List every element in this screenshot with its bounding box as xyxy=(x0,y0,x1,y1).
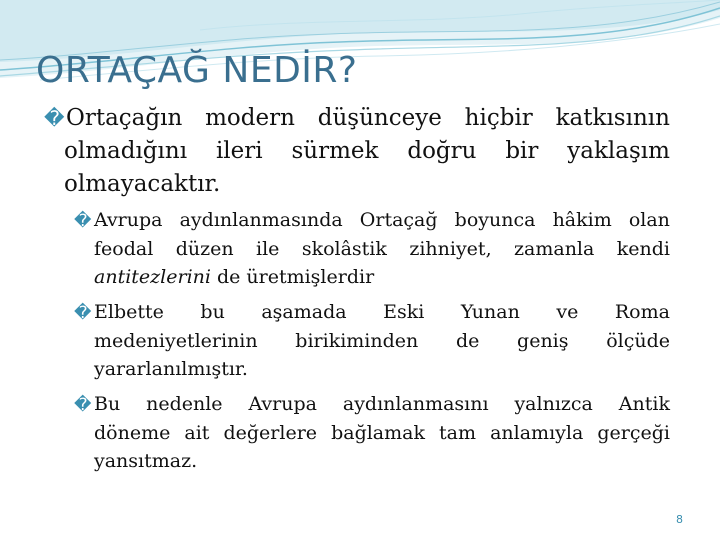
text-word: değerlere xyxy=(223,422,318,444)
bullet-icon: � xyxy=(74,211,92,231)
text-word: yansıtmaz. xyxy=(94,450,198,472)
text-word: hiçbir xyxy=(464,105,533,131)
text-word: Antik xyxy=(618,393,670,415)
sub-bullet-3-line-3 xyxy=(74,447,670,475)
text-word: düşünceye xyxy=(317,105,442,131)
text-word: aydınlanmasını xyxy=(342,393,489,415)
text-word: zamanla xyxy=(514,238,595,260)
text-word: Avrupa xyxy=(248,393,317,415)
sub-bullet-2-line-3 xyxy=(74,355,670,383)
text-word: modern xyxy=(205,105,295,131)
sub-bullet-3 xyxy=(74,390,670,475)
text-word: de xyxy=(216,266,241,288)
text-word: olan xyxy=(628,209,670,231)
text-word: geniş xyxy=(517,330,569,352)
text-word: feodal xyxy=(94,238,154,260)
text-word: zihniyet, xyxy=(409,238,492,260)
text-word: olmadığını xyxy=(64,138,188,164)
text-word: yararlanılmıştır. xyxy=(94,358,248,380)
sub-bullet-2-line-2 xyxy=(74,327,670,355)
text-word: yaklaşım xyxy=(567,138,670,164)
text-word: kendi xyxy=(616,238,670,260)
text-word: hâkim xyxy=(552,209,612,231)
text-word: ait xyxy=(184,422,210,444)
text-word: gerçeği xyxy=(597,422,670,444)
text-word: sürmek xyxy=(291,138,379,164)
bullet-icon: � xyxy=(44,106,65,130)
sub-bullet-1-line-3 xyxy=(74,263,670,291)
sub-bullet-2 xyxy=(74,298,670,383)
sub-bullet-1-line-1 xyxy=(74,206,670,235)
main-bullet-line-1 xyxy=(44,102,670,135)
text-word: yalnızca xyxy=(514,393,593,415)
text-word: ölçüde xyxy=(606,330,670,352)
text-word: medeniyetlerinin xyxy=(94,330,258,352)
sub-bullet-1-line-2 xyxy=(74,235,670,263)
text-word: Bu xyxy=(94,393,121,415)
bullet-icon: � xyxy=(74,303,92,323)
text-word: bu xyxy=(200,301,225,323)
sub-bullet-1 xyxy=(74,206,670,291)
sub-bullet-3-line-2 xyxy=(74,419,670,447)
page-number: 8 xyxy=(676,513,683,526)
main-bullet-line-3: olmayacaktır. xyxy=(64,171,221,197)
text-word: bir xyxy=(505,138,539,164)
bullet-icon: � xyxy=(74,395,92,415)
text-word: Roma xyxy=(614,301,670,323)
sub-bullet-3-line-1 xyxy=(74,390,670,419)
text-word: tam xyxy=(439,422,477,444)
italic-word: antitezlerini xyxy=(94,266,211,288)
text-word: boyunca xyxy=(454,209,536,231)
text-word: ile xyxy=(256,238,280,260)
text-word: skolâstik xyxy=(301,238,387,260)
text-word: nedenle xyxy=(146,393,223,415)
text-word: birikiminden xyxy=(295,330,419,352)
text-word: Ortaçağın xyxy=(66,105,183,131)
text-word: düzen xyxy=(175,238,234,260)
text-word: Eski xyxy=(383,301,425,323)
text-word: üretmişlerdir xyxy=(246,266,375,288)
text-word: Yunan xyxy=(460,301,520,323)
main-bullet-line-2 xyxy=(44,135,670,168)
text-word: doğru xyxy=(407,138,477,164)
text-word: katkısının xyxy=(555,105,670,131)
text-word: Avrupa xyxy=(94,209,163,231)
text-word: ileri xyxy=(215,138,263,164)
text-word: de xyxy=(455,330,480,352)
text-word: aşamada xyxy=(261,301,347,323)
text-word: ve xyxy=(556,301,579,323)
text-word: Elbette xyxy=(94,301,164,323)
text-word: bağlamak xyxy=(331,422,425,444)
slide-title: ORTAÇAĞ NEDİR? xyxy=(36,50,358,91)
sub-bullet-2-line-1 xyxy=(74,298,670,327)
text-word: Ortaçağ xyxy=(359,209,438,231)
main-bullet-paragraph xyxy=(44,102,670,201)
text-word: aydınlanmasında xyxy=(179,209,343,231)
text-word: döneme xyxy=(94,422,171,444)
text-word: anlamıyla xyxy=(490,422,584,444)
